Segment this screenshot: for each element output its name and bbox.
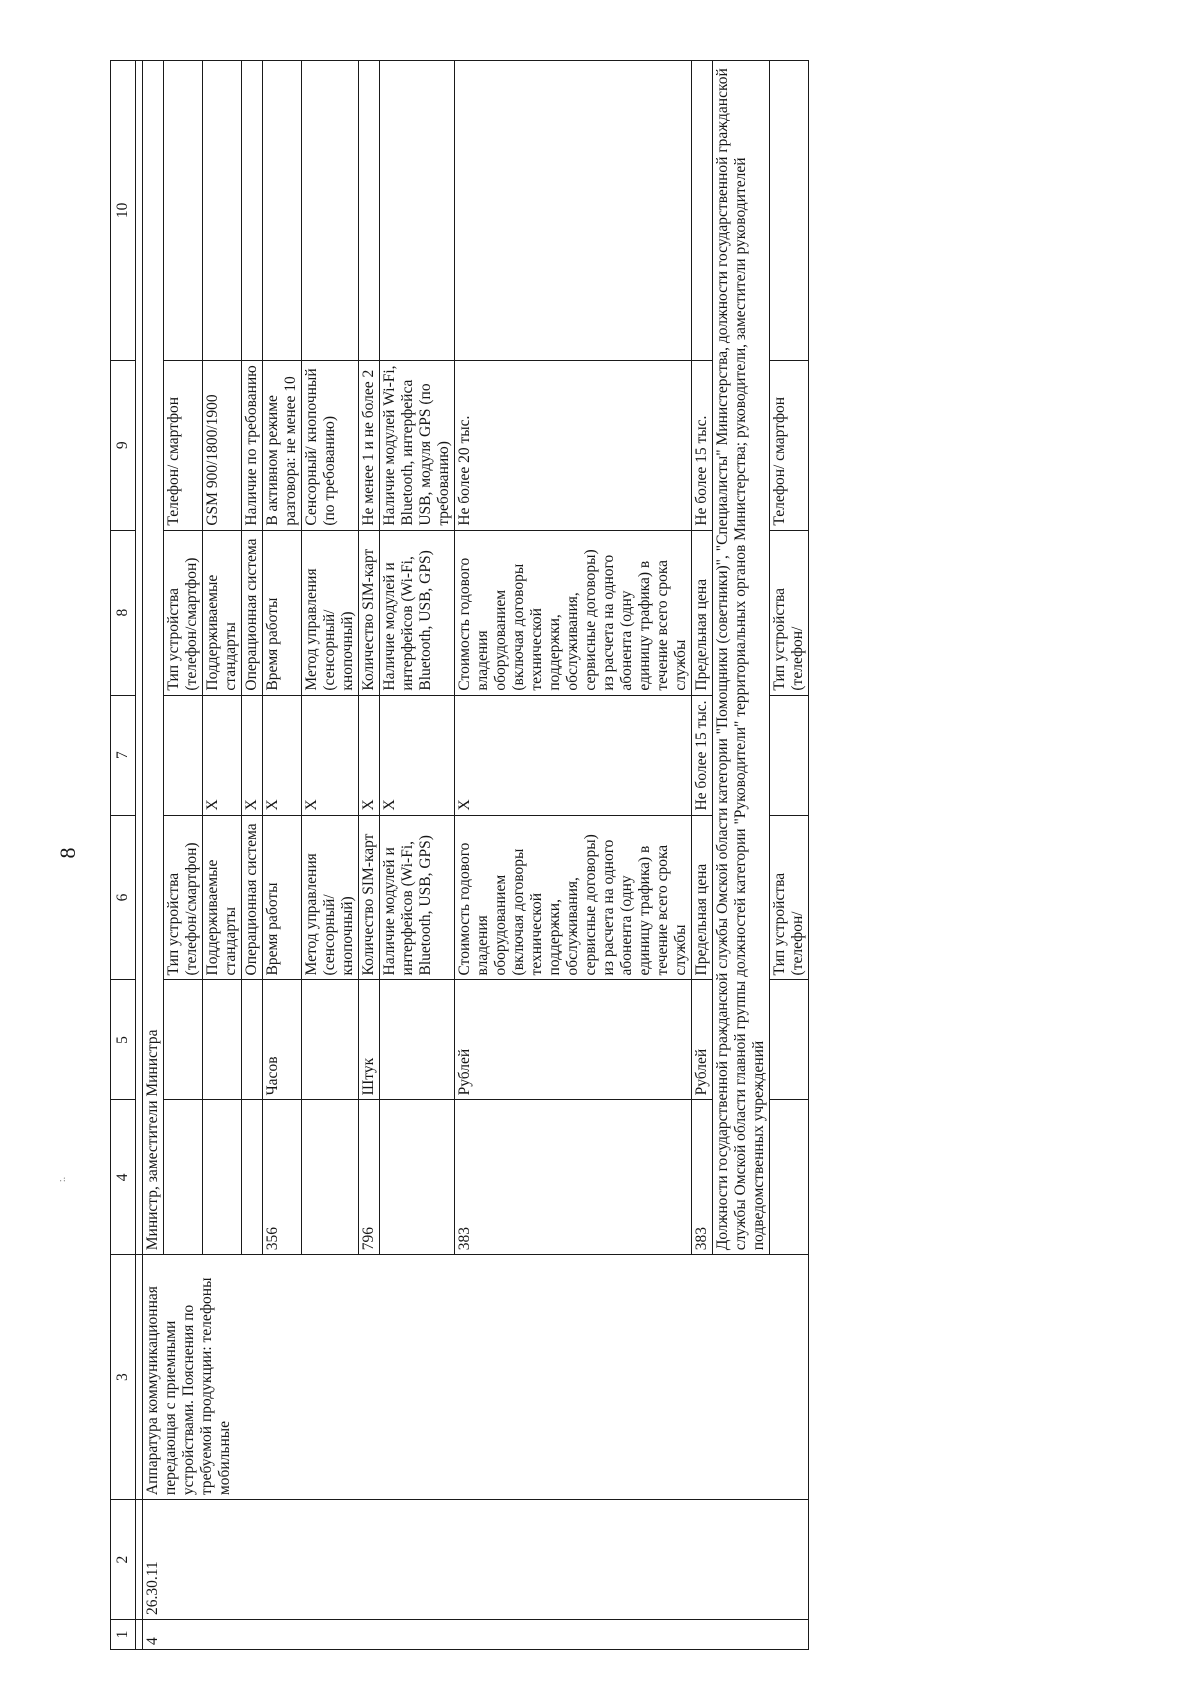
value-approved: X <box>359 695 380 815</box>
okei-code <box>302 1100 359 1255</box>
value-ministry: Наличие по требованию <box>242 360 263 530</box>
characteristic-approved: Метод управления (сенсорный/ кнопочный) <box>302 815 359 980</box>
characteristic-ministry: Наличие модулей и интерфейсов (Wi-Fi, Bluetooth, USB, GPS) <box>380 530 455 695</box>
group-title-specialists: Должности государственной гражданской службы Омской области категории "Помощники (советники)", "Специалисты" Министерства, должности государственной гражданской службы Омской области главной группы должностей категории "Руководители" территориальных органов Министерства; руководители, заместители руководителей подведомственных учреждений <box>713 61 770 1255</box>
column-number: 2 <box>111 1500 136 1620</box>
scan-mark: :. <box>57 1176 69 1183</box>
value-ministry: Наличие модулей Wi-Fi, Bluetooth, интерфейса USB, модуля GPS (по требованию) <box>380 360 455 530</box>
okei-code <box>242 1100 263 1255</box>
characteristic-approved: Тип устройства (телефон/ <box>770 815 809 980</box>
value-ministry: Не более 20 тыс. <box>455 360 692 530</box>
characteristic-ministry: Тип устройства (телефон/смартфон) <box>164 530 203 695</box>
value-approved: X <box>242 695 263 815</box>
value-approved <box>164 695 203 815</box>
okpd2-code: 26.30.11 <box>143 1500 809 1620</box>
justification-cell <box>302 61 359 361</box>
column-number: 1 <box>111 1620 136 1650</box>
okei-code: 796 <box>359 1100 380 1255</box>
value-approved: X <box>302 695 359 815</box>
value-ministry: В активном режиме разговора: не менее 10 <box>263 360 302 530</box>
justification-cell <box>380 61 455 361</box>
characteristic-ministry: Стоимость годового владения оборудованием (включая договоры технической поддержки, обслуживания, сервисные договоры) из расчета на одного абонента (одну единицу трафика) в течение всего срока службы <box>455 530 692 695</box>
unit-name <box>203 980 242 1100</box>
okei-code <box>380 1100 455 1255</box>
page-number: 8 <box>55 847 80 859</box>
characteristic-ministry: Операционная система <box>242 530 263 695</box>
item-number: 4 <box>143 1620 809 1650</box>
column-number: 3 <box>111 1255 136 1500</box>
characteristic-approved: Наличие модулей и интерфейсов (Wi-Fi, Bluetooth, USB, GPS) <box>380 815 455 980</box>
characteristic-approved: Тип устройства (телефон/смартфон) <box>164 815 203 980</box>
value-approved: Не более 15 тыс. <box>692 695 713 815</box>
unit-name: Часов <box>263 980 302 1100</box>
column-number-row <box>111 61 136 1650</box>
blank-row <box>136 61 143 1650</box>
characteristic-approved: Стоимость годового владения оборудованием (включая договоры технической поддержки, обслуживания, сервисные договоры) из расчета на одного абонента (одну единицу трафика) в течение всего срока службы <box>455 815 692 980</box>
okei-code: 356 <box>263 1100 302 1255</box>
okei-code: 383 <box>692 1100 713 1255</box>
unit-name <box>242 980 263 1100</box>
characteristic-approved: Операционная система <box>242 815 263 980</box>
requirements-table <box>110 60 809 1650</box>
characteristic-ministry: Предельная цена <box>692 530 713 695</box>
value-ministry: Сенсорный/ кнопочный (по требованию) <box>302 360 359 530</box>
column-number: 7 <box>111 695 136 815</box>
unit-name <box>380 980 455 1100</box>
characteristic-ministry: Количество SIM-карт <box>359 530 380 695</box>
value-ministry: Не менее 1 и не более 2 <box>359 360 380 530</box>
justification-cell <box>770 61 809 361</box>
characteristic-approved: Поддерживаемые стандарты <box>203 815 242 980</box>
rotated-table-container <box>110 60 1070 1650</box>
characteristic-approved: Предельная цена <box>692 815 713 980</box>
justification-cell <box>455 61 692 361</box>
characteristic-ministry: Время работы <box>263 530 302 695</box>
group-title-ministers: Министр, заместители Министра <box>143 61 164 1255</box>
justification-cell <box>242 61 263 361</box>
justification-cell <box>263 61 302 361</box>
value-ministry: Не более 15 тыс. <box>692 360 713 530</box>
value-approved: X <box>263 695 302 815</box>
value-approved: X <box>203 695 242 815</box>
justification-cell <box>692 61 713 361</box>
item-name: Аппаратура коммуникационная передающая с приемными устройствами. Пояснения по требуемой продукции: телефоны мобильные <box>143 1255 809 1500</box>
unit-name <box>770 980 809 1100</box>
value-approved <box>770 695 809 815</box>
column-number: 4 <box>111 1100 136 1255</box>
justification-cell <box>164 61 203 361</box>
column-number: 10 <box>111 61 136 361</box>
justification-cell <box>203 61 242 361</box>
justification-cell <box>359 61 380 361</box>
characteristic-ministry: Поддерживаемые стандарты <box>203 530 242 695</box>
column-number: 8 <box>111 530 136 695</box>
column-number: 6 <box>111 815 136 980</box>
characteristic-ministry: Тип устройства (телефон/ <box>770 530 809 695</box>
value-ministry: GSM 900/1800/1900 <box>203 360 242 530</box>
value-approved: X <box>380 695 455 815</box>
unit-name <box>164 980 203 1100</box>
okei-code <box>203 1100 242 1255</box>
value-ministry: Телефон/ смартфон <box>164 360 203 530</box>
characteristic-approved: Время работы <box>263 815 302 980</box>
unit-name <box>302 980 359 1100</box>
unit-name: Рублей <box>692 980 713 1100</box>
unit-name: Штук <box>359 980 380 1100</box>
okei-code <box>770 1100 809 1255</box>
okei-code: 383 <box>455 1100 692 1255</box>
characteristic-approved: Количество SIM-карт <box>359 815 380 980</box>
value-approved: X <box>455 695 692 815</box>
unit-name: Рублей <box>455 980 692 1100</box>
column-number: 9 <box>111 360 136 530</box>
okei-code <box>164 1100 203 1255</box>
characteristic-ministry: Метод управления (сенсорный/ кнопочный) <box>302 530 359 695</box>
column-number: 5 <box>111 980 136 1100</box>
group-header-row <box>143 61 164 1650</box>
value-ministry: Телефон/ смартфон <box>770 360 809 530</box>
